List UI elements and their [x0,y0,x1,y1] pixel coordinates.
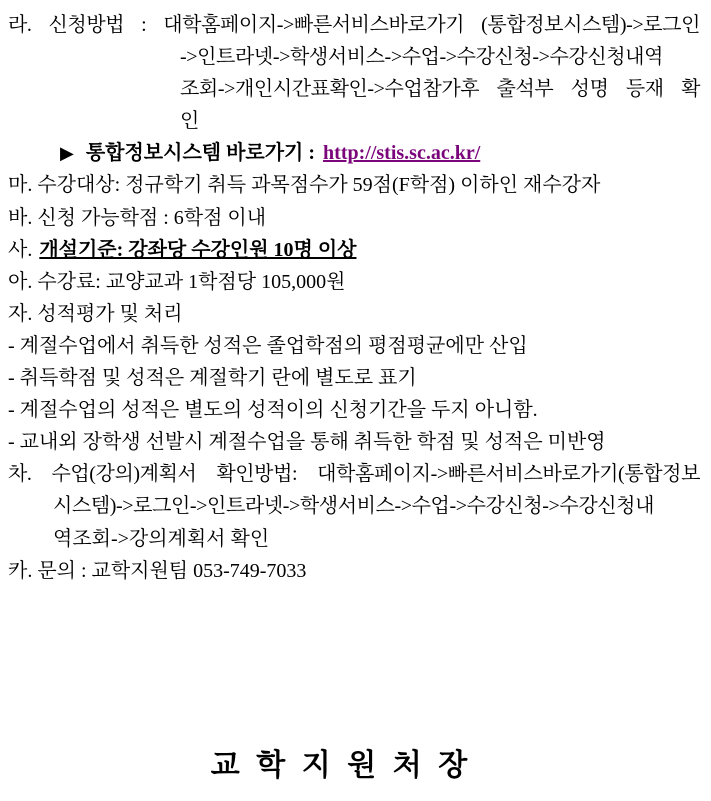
item-ma: 마. 수강대상: 정규학기 취득 과목점수가 59점(F학점) 이하인 재수강자 [8,174,601,197]
stis-link[interactable]: http://stis.sc.ac.kr/ [323,142,481,165]
item-a: 아. 수강료: 교양교과 1학점당 105,000원 [8,270,346,293]
item-ra-line3: 조회->개인시간표확인->수업참가후 출석부 성명 등재 확 [180,78,700,101]
item-cha-line2: 시스템)->로그인->인트라넷->학생서비스->수업->수강신청->수강신청내 [53,495,655,518]
document-body [8,9,700,587]
shortcut-line [8,137,700,169]
item-cha-line3: 역조회->강의계획서 확인 [53,527,270,550]
bullet-item: - 계절수업의 성적은 별도의 성적이의 신청기간을 두지 아니함. [8,399,538,422]
signature-title: 교 학 지 원 처 장 [210,749,469,782]
item-sa [8,234,700,266]
item-ra-line2: ->인트라넷->학생서비스->수업->수강신청->수강신청내역 [180,46,664,69]
item-cha-line1: 차. 수업(강의)계획서 확인방법: 대학홈페이지->빠른서비스바로가기(통합정보 [8,463,700,486]
bullet-item: - 취득학점 및 성적은 계절학기 란에 별도로 표기 [8,367,417,390]
item-ra-line1: 라. 신청방법 : 대학홈페이지->빠른서비스바로가기 (통합정보시스템)->로그인 [8,14,700,36]
item-sa-emphasis: 개설기준: 강좌당 수강인원 10명 이상 [39,238,357,261]
item-sa-label: 사. [8,238,33,261]
arrow-right-icon: ▶ [60,143,74,164]
bullet-item: - 교내외 장학생 선발시 계절수업을 통해 취득한 학점 및 성적은 미반영 [8,431,606,454]
item-ba: 바. 신청 가능학점 : 6학점 이내 [8,206,267,229]
bullet-item: - 계절수업에서 취득한 성적은 졸업학점의 평점평균에만 산입 [8,334,528,357]
item-ra-line4: 인 [180,110,200,133]
item-ja: 자. 성적평가 및 처리 [8,302,183,325]
shortcut-label: 통합정보시스템 바로가기 : [85,142,316,165]
item-ka: 카. 문의 : 교학지원팀 053-749-7033 [8,559,307,582]
